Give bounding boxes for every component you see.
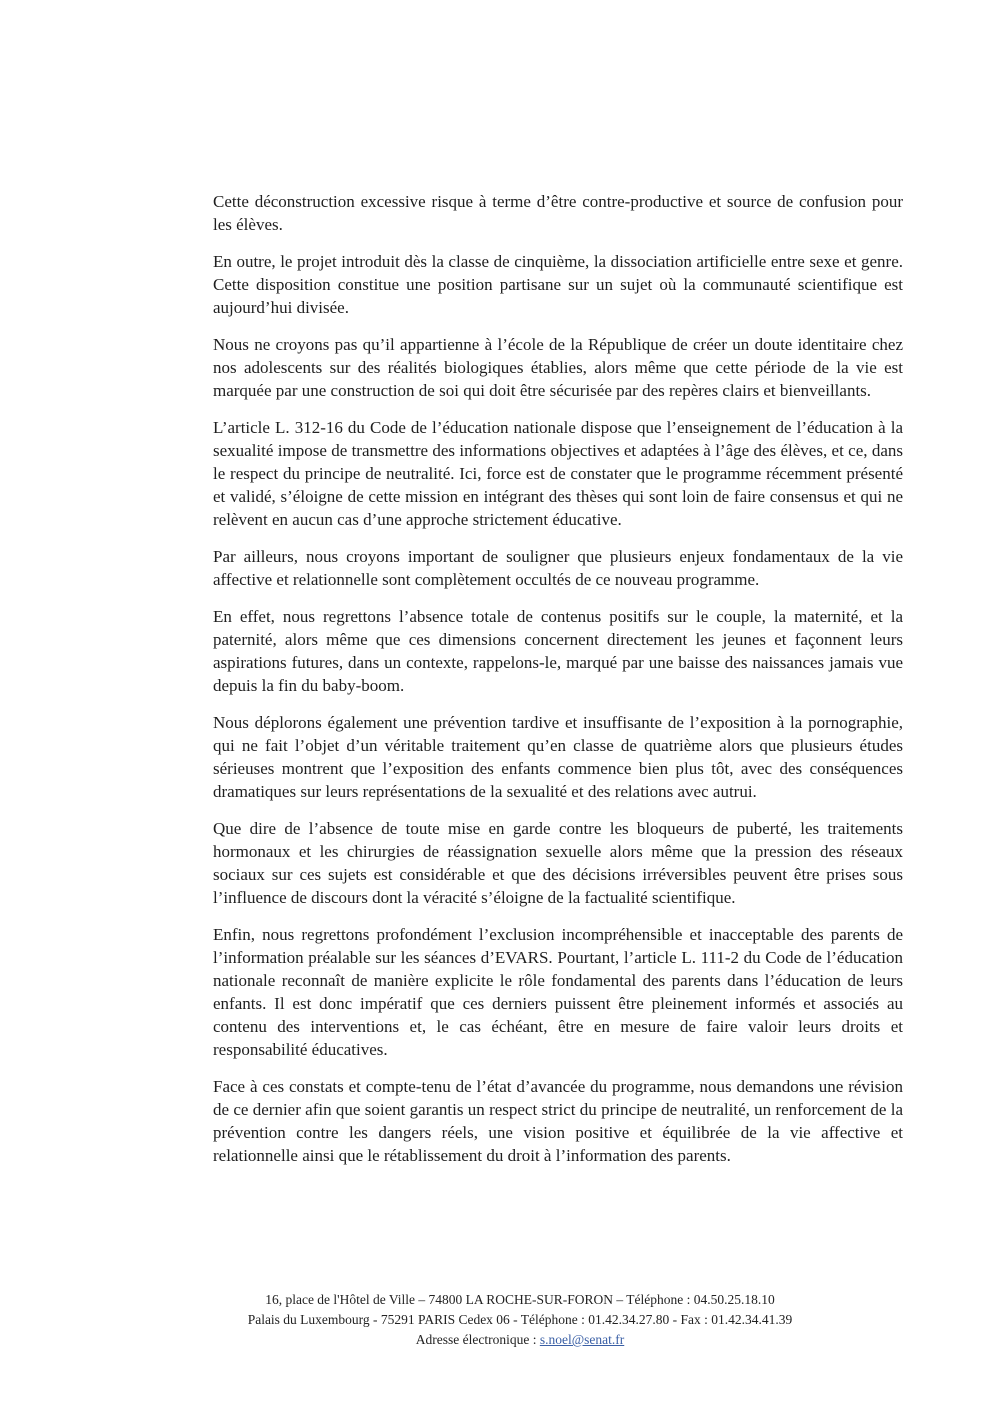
letter-body bbox=[213, 190, 903, 1181]
paragraph-exclusion-parents: Enfin, nous regrettons profondément l’exclusion incompréhensible et inacceptable des parents de l’information préalable sur les séances d’EVARS. Pourtant, l’article L. 111-2 du Code de l’éducation nationale reconnaît de manière explicite le rôle fondamental des parents dans l’éducation de leurs enfants. Il est donc impératif que ces derniers puissent être pleinement informés et associés au contenu des interventions et, le cas échéant, être en mesure de faire valoir leurs droits et responsabilité éducatives. bbox=[213, 925, 903, 1059]
paragraph-deconstruction: Cette déconstruction excessive risque à terme d’être contre-productive et source de confusion pour les élèves. bbox=[213, 192, 903, 234]
paragraph-bloqueurs-puberte: Que dire de l’absence de toute mise en garde contre les bloqueurs de puberté, les traitements hormonaux et les chirurgies de réassignation sexuelle alors même que la pression des réseaux sociaux sur ces sujets est considérable et que des décisions irréversibles peuvent être prises sous l’influence de discours dont la véracité s’éloigne de la factualité scientifique. bbox=[213, 819, 903, 907]
footer-address-line-1: 16, place de l'Hôtel de Ville – 74800 LA ROCHE-SUR-FORON – Téléphone : 04.50.25.18.10 bbox=[265, 1292, 775, 1307]
paragraph-enjeux-occultes: Par ailleurs, nous croyons important de souligner que plusieurs enjeux fondamentaux de la vie affective et relationnelle sont complètement occultés de ce nouveau programme. bbox=[213, 547, 903, 589]
footer-address-line-2: Palais du Luxembourg - 75291 PARIS Cedex 06 - Téléphone : 01.42.34.27.80 - Fax : 01.42.34.41.39 bbox=[247, 1312, 793, 1327]
footer-email-line bbox=[130, 1330, 910, 1350]
email-link[interactable]: s.noel@senat.fr bbox=[539, 1332, 625, 1347]
paragraph-contenus-positifs: En effet, nous regrettons l’absence totale de contenus positifs sur le couple, la maternité, et la paternité, alors même que ces dimensions concernent directement les jeunes et façonnent leurs aspirations futures, dans un contexte, rappelons-le, marqué par une baisse des naissances jamais vue depuis la fin du baby-boom. bbox=[213, 607, 903, 695]
paragraph-pornographie: Nous déplorons également une prévention tardive et insuffisante de l’exposition à la pornographie, qui ne fait l’objet d’un véritable traitement qu’en classe de quatrième alors que plusieurs études sérieuses montrent que l’exposition des enfants commence bien plus tôt, avec des conséquences dramatiques sur leurs représentations de la sexualité et des relations avec autrui. bbox=[213, 713, 903, 801]
paragraph-sexe-genre: En outre, le projet introduit dès la classe de cinquième, la dissociation artificielle entre sexe et genre. Cette disposition constitue une position partisane sur un sujet où la communauté scientifique est aujourd’hui divisée. bbox=[213, 252, 903, 317]
paragraph-doute-identitaire: Nous ne croyons pas qu’il appartienne à l’école de la République de créer un doute identitaire chez nos adolescents sur des réalités biologiques établies, alors même que cette période de la vie est marquée par une construction de soi qui doit être sécurisée par des repères clairs et bienveillants. bbox=[213, 335, 903, 400]
paragraph-demande-revision: Face à ces constats et compte-tenu de l’état d’avancée du programme, nous demandons une révision de ce dernier afin que soient garantis un respect strict du principe de neutralité, un renforcement de la prévention contre les dangers réels, une vision positive et équilibrée de la vie affective et relationnelle ainsi que le rétablissement du droit à l’information des parents. bbox=[213, 1077, 903, 1165]
email-label: Adresse électronique : bbox=[415, 1332, 537, 1347]
paragraph-article-312-16: L’article L. 312-16 du Code de l’éducation nationale dispose que l’enseignement de l’éducation à la sexualité impose de transmettre des informations objectives et adaptées à l’âge des élèves, et ce, dans le respect du principe de neutralité. Ici, force est de constater que le programme récemment présenté et validé, s’éloigne de cette mission en intégrant des thèses qui sont loin de faire consensus et qui ne relèvent en aucun cas d’une approche strictement éducative. bbox=[213, 418, 903, 529]
letter-footer bbox=[130, 1290, 910, 1350]
